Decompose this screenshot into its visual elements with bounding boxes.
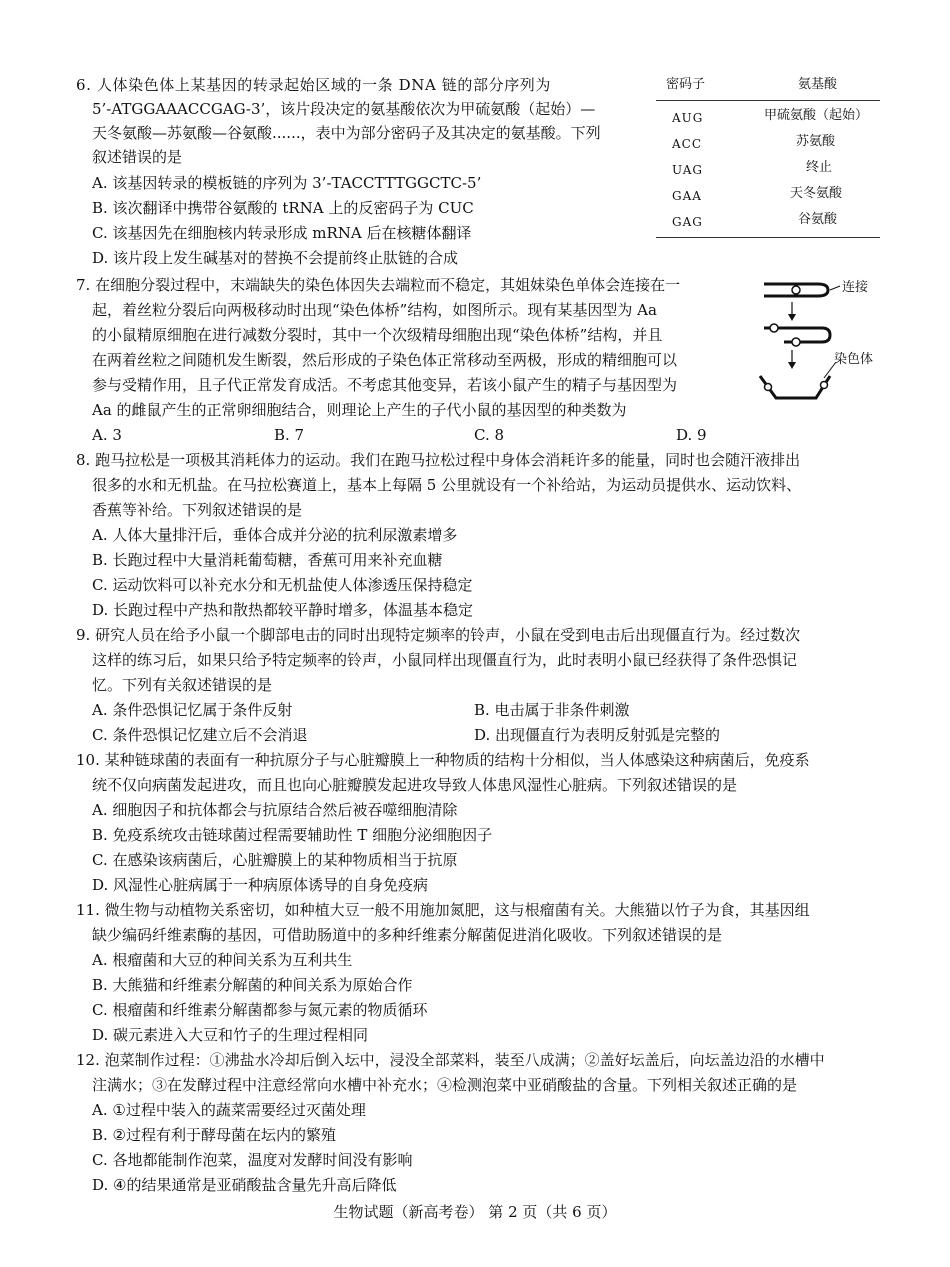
- question-8-option-b[interactable]: B. 长跑过程中大量消耗葡萄糖，香蕉可用来补充血糖: [92, 551, 443, 569]
- question-7-line-5: 参与受精作用，且子代正常发育成活。不考虑其他变异，若该小鼠产生的精子与基因型为: [92, 376, 678, 394]
- question-12-option-a[interactable]: A. ①过程中装入的蔬菜需要经过灭菌处理: [92, 1101, 366, 1119]
- question-9-option-d[interactable]: D. 出现僵直行为表明反射弧是完整的: [474, 726, 721, 744]
- question-7-option-b[interactable]: B. 7: [274, 426, 305, 444]
- codon-cell: ACC: [672, 137, 703, 151]
- question-10-line-1: 10. 某种链球菌的表面有一种抗原分子与心脏瓣膜上一种物质的结构十分相似，当人体感染这种病菌后，免疫系: [76, 751, 810, 769]
- codon-table-header-rule: [656, 100, 880, 101]
- figure-label-connect: 连接: [842, 280, 869, 295]
- question-9-option-b[interactable]: B. 电击属于非条件刺激: [474, 701, 630, 719]
- question-12-line-1: 12. 泡菜制作过程：①沸盐水冷却后倒入坛中，浸没全部菜料，装至八成满；②盖好坛盖后，向坛盖边沿的水槽中: [76, 1051, 825, 1069]
- question-6-option-c[interactable]: C. 该基因先在细胞核内转录形成 mRNA 后在核糖体翻译: [92, 224, 472, 242]
- question-10-line-2: 统不仅向病菌发起进攻，而且也向心脏瓣膜发起进攻导致人体患风湿性心脏病。下列叙述错误的是: [92, 776, 738, 794]
- amino-acid-cell: 终止: [806, 160, 833, 175]
- question-7-line-6: Aa 的雌鼠产生的正常卵细胞结合，则理论上产生的子代小鼠的基因型的种类数为: [92, 401, 627, 419]
- question-9-option-a[interactable]: A. 条件恐惧记忆属于条件反射: [92, 701, 293, 719]
- question-10-option-d[interactable]: D. 风湿性心脏病属于一种病原体诱导的自身免疫病: [92, 876, 429, 894]
- question-8-line-1: 8. 跑马拉松是一项极其消耗体力的运动。我们在跑马拉松过程中身体会消耗许多的能量，同时也会随汗液排出: [76, 451, 801, 469]
- question-8-option-c[interactable]: C. 运动饮料可以补充水分和无机盐使人体渗透压保持稳定: [92, 576, 473, 594]
- question-7-option-d[interactable]: D. 9: [676, 426, 707, 444]
- question-8-line-3: 香蕉等补给。下列叙述错误的是: [92, 501, 303, 519]
- question-7-option-a[interactable]: A. 3: [92, 426, 122, 444]
- question-9-line-2: 这样的练习后，如果只给予特定频率的铃声，小鼠同样出现僵直行为，此时表明小鼠已经获得了条件恐惧记: [92, 651, 798, 669]
- question-8-option-a[interactable]: A. 人体大量排汗后，垂体合成并分泌的抗利尿激素增多: [92, 526, 458, 544]
- question-7-option-c[interactable]: C. 8: [474, 426, 505, 444]
- question-7-line-3: 的小鼠精原细胞在进行减数分裂时，其中一个次级精母细胞出现“染色体桥”结构，并且: [92, 326, 663, 344]
- question-11-line-1: 11. 微生物与动植物关系密切，如种植大豆一般不用施加氮肥，这与根瘤菌有关。大熊猫以竹子为食，其基因组: [76, 901, 810, 919]
- codon-table-bottom-rule: [656, 237, 880, 238]
- codon-table-header-codon: 密码子: [666, 77, 706, 92]
- question-6-option-d[interactable]: D. 该片段上发生碱基对的替换不会提前终止肽链的合成: [92, 249, 459, 267]
- amino-acid-cell: 苏氨酸: [796, 134, 836, 149]
- question-6-line-2: 5’-ATGGAAACCGAG-3’，该片段决定的氨基酸依次为甲硫氨酸（起始）—: [92, 100, 596, 118]
- question-6-line-4: 叙述错误的是: [92, 148, 183, 166]
- amino-acid-cell: 谷氨酸: [798, 212, 838, 227]
- question-6-line-3: 天冬氨酸—苏氨酸—谷氨酸......，表中为部分密码子及其决定的氨基酸。下列: [92, 124, 601, 142]
- codon-cell: GAA: [672, 189, 702, 203]
- chromosome-bridge-diagram: [756, 274, 886, 414]
- question-9-line-3: 忆。下列有关叙述错误的是: [92, 676, 273, 694]
- codon-cell: AUG: [672, 111, 704, 125]
- codon-cell: GAG: [672, 215, 703, 229]
- question-8-line-2: 很多的水和无机盐。在马拉松赛道上，基本上每隔 5 公里就设有一个补给站，为运动员提供水、运动饮料、: [92, 476, 802, 494]
- question-8-option-d[interactable]: D. 长跑过程中产热和散热都较平静时增多，体温基本稳定: [92, 601, 474, 619]
- question-12-option-b[interactable]: B. ②过程有利于酵母菌在坛内的繁殖: [92, 1126, 337, 1144]
- question-11-option-a[interactable]: A. 根瘤菌和大豆的种间关系为互利共生: [92, 951, 353, 969]
- question-7-line-2: 起，着丝粒分裂后向两极移动时出现“染色体桥”结构，如图所示。现有某基因型为 Aa: [92, 301, 657, 319]
- amino-acid-cell: 天冬氨酸: [790, 186, 843, 201]
- question-11-line-2: 缺少编码纤维素酶的基因，可借助肠道中的多种纤维素分解菌促进消化吸收。下列叙述错误的是: [92, 926, 723, 944]
- question-11-option-c[interactable]: C. 根瘤菌和纤维素分解菌都参与氮元素的物质循环: [92, 1001, 428, 1019]
- question-6-option-b[interactable]: B. 该次翻译中携带谷氨酸的 tRNA 上的反密码子为 CUC: [92, 199, 474, 217]
- figure-label-chromosome: 染色体: [834, 352, 874, 367]
- question-6-line-1: 6. 人体染色体上某基因的转录起始区域的一条 DNA 链的部分序列为: [76, 76, 552, 94]
- question-11-option-d[interactable]: D. 碳元素进入大豆和竹子的生理过程相同: [92, 1026, 369, 1044]
- question-10-option-a[interactable]: A. 细胞因子和抗体都会与抗原结合然后被吞噬细胞清除: [92, 801, 458, 819]
- question-9-line-1: 9. 研究人员在给予小鼠一个脚部电击的同时出现特定频率的铃声，小鼠在受到电击后出现僵直行为。经过数次: [76, 626, 801, 644]
- page-footer: 生物试题（新高考卷） 第 2 页（共 6 页）: [333, 1203, 617, 1221]
- question-7-line-4: 在两着丝粒之间随机发生断裂，然后形成的子染色体正常移动至两极，形成的精细胞可以: [92, 351, 678, 369]
- amino-acid-cell: 甲硫氨酸（起始）: [764, 108, 869, 123]
- question-7-line-1: 7. 在细胞分裂过程中，末端缺失的染色体因失去端粒而不稳定，其姐妹染色单体会连接在一: [76, 276, 681, 294]
- question-12-option-d[interactable]: D. ④的结果通常是亚硝酸盐含量先升高后降低: [92, 1176, 397, 1194]
- question-11-option-b[interactable]: B. 大熊猫和纤维素分解菌的种间关系为原始合作: [92, 976, 413, 994]
- chromosome-bridge-figure: [756, 274, 886, 414]
- question-12-option-c[interactable]: C. 各地都能制作泡菜，温度对发酵时间没有影响: [92, 1151, 413, 1169]
- question-12-line-2: 注满水；③在发酵过程中注意经常向水槽中补充水；④检测泡菜中亚硝酸盐的含量。下列相关叙述正确的是: [92, 1076, 798, 1094]
- question-10-option-c[interactable]: C. 在感染该病菌后，心脏瓣膜上的某种物质相当于抗原: [92, 851, 458, 869]
- codon-cell: UAG: [672, 163, 703, 177]
- question-9-option-c[interactable]: C. 条件恐惧记忆建立后不会消退: [92, 726, 308, 744]
- codon-table-header-aa: 氨基酸: [798, 77, 838, 92]
- question-10-option-b[interactable]: B. 免疫系统攻击链球菌过程需要辅助性 T 细胞分泌细胞因子: [92, 826, 493, 844]
- question-6-option-a[interactable]: A. 该基因转录的模板链的序列为 3’-TACCTTTGGCTC-5’: [92, 174, 482, 192]
